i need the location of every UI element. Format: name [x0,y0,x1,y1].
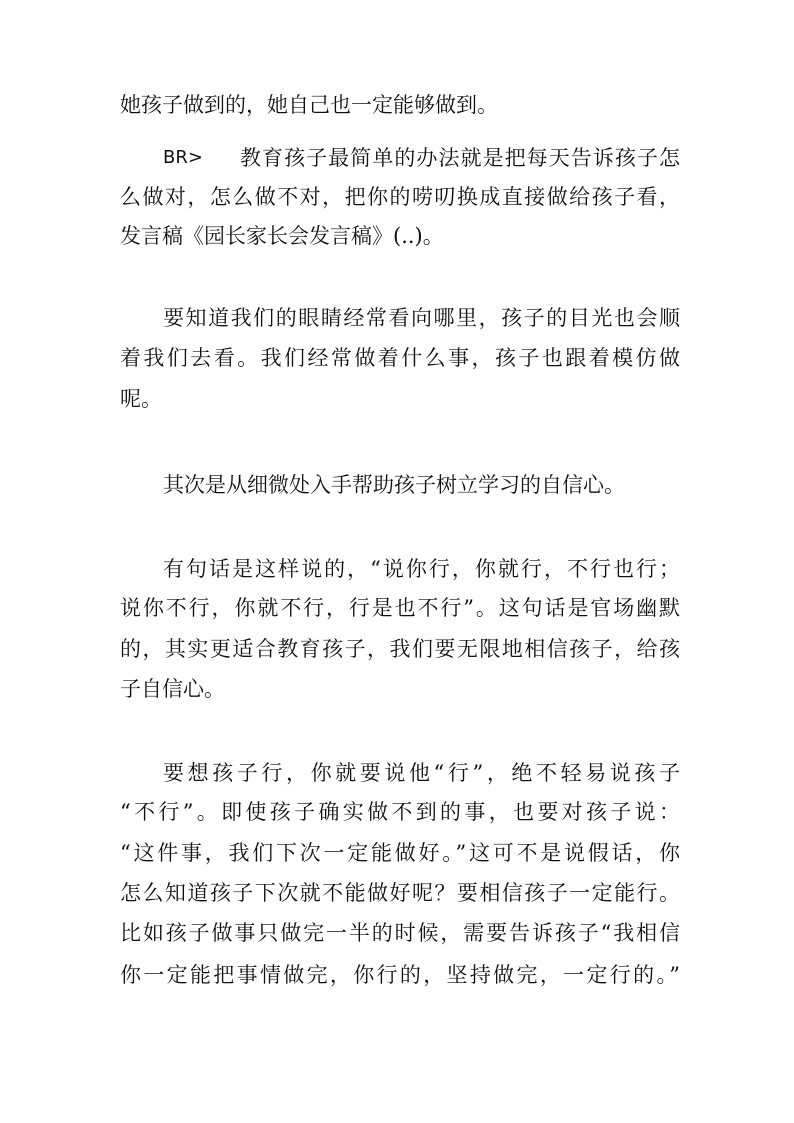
paragraph-5-line-4: 子自信心。 [120,677,225,701]
paragraph-6-line-6: 你一定能把事情做完，你行的，坚持做完，一定行的。” [120,963,680,987]
paragraph-2-line-2: 么做对，怎么做不对，把你的唠叨换成直接做给孩子看， [120,185,680,209]
paragraph-3-line-1: 要知道我们的眼睛经常看向哪里，孩子的目光也会顺 [163,306,680,330]
paragraph-6-line-1: 要想孩子行，你就要说他“行”，绝不轻易说孩子 [163,761,680,785]
paragraph-2-line-1: 教育孩子最简单的办法就是把每天告诉孩子怎 [240,146,680,170]
paragraph-6-line-4: 怎么知道孩子下次就不能做好呢？要相信孩子一定能行。 [120,881,680,905]
paragraph-5-line-3: 的，其实更适合教育孩子，我们要无限地相信孩子，给孩 [120,637,680,661]
br-tag-text: BR> [163,147,203,168]
paragraph-1-line-1: 她孩子做到的，她自己也一定能够做到。 [120,93,498,117]
paragraph-5-line-1: 有句话是这样说的，“说你行，你就行，不行也行； [163,557,680,581]
paragraph-3-line-3: 呢。 [120,387,162,411]
paragraph-6-line-3: “这件事，我们下次一定能做好。”这可不是说假话，你 [120,841,680,865]
paragraph-5-line-2: 说你不行，你就不行，行是也不行”。这句话是官场幽默 [120,596,680,620]
paragraph-3-line-2: 着我们去看。我们经常做着什么事，孩子也跟着模仿做 [120,346,680,370]
paragraph-6-line-2: “不行”。即使孩子确实做不到的事，也要对孩子说： [120,800,680,824]
paragraph-2-line-3: 发言稿《园长家长会发言稿》(..)。 [120,224,444,248]
paragraph-4-line-1: 其次是从细微处入手帮助孩子树立学习的自信心。 [163,473,625,497]
paragraph-6-line-5: 比如孩子做事只做完一半的时候，需要告诉孩子“我相信 [120,921,680,945]
